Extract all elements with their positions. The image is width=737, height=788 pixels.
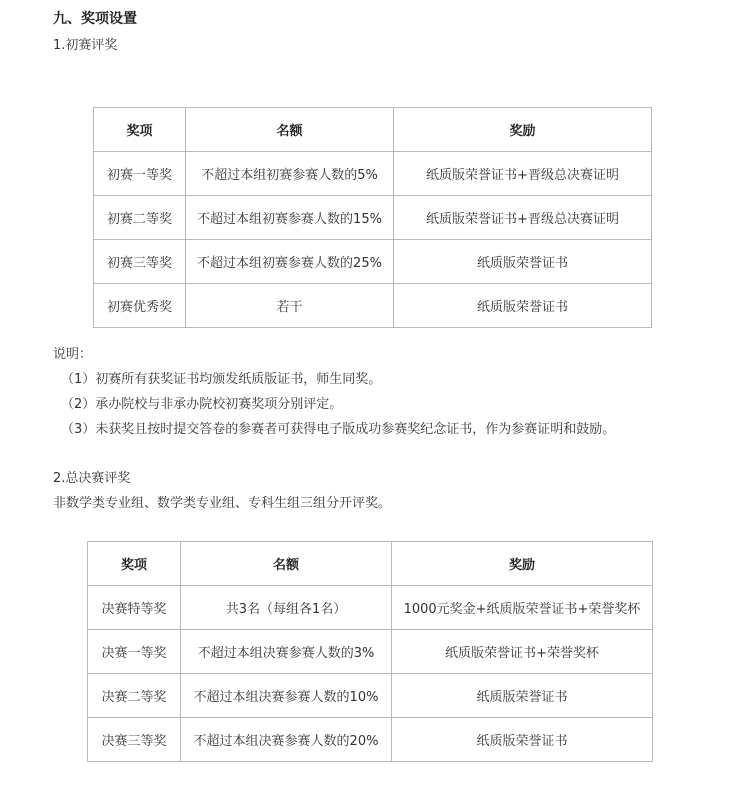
table-row bbox=[88, 718, 653, 762]
final-description: 非数学类专业组、数学类专业组、专科生组三组分开评奖。 bbox=[53, 496, 392, 511]
header-quota: 名额 bbox=[181, 542, 392, 586]
note-item: （3）未获奖且按时提交答卷的参赛者可获得电子版成功参赛奖纪念证书，作为参赛证明和鼓励。 bbox=[61, 422, 616, 437]
award-quota: 不超过本组初赛参赛人数的5% bbox=[186, 152, 394, 196]
award-name: 初赛二等奖 bbox=[94, 196, 186, 240]
table-row bbox=[94, 240, 652, 284]
award-quota: 不超过本组初赛参赛人数的15% bbox=[186, 196, 394, 240]
award-name: 决赛三等奖 bbox=[88, 718, 181, 762]
award-reward: 1000元奖金+纸质版荣誉证书+荣誉奖杯 bbox=[392, 586, 653, 630]
note-item: （2）承办院校与非承办院校初赛奖项分别评定。 bbox=[61, 397, 343, 412]
table-row bbox=[88, 630, 653, 674]
header-award: 奖项 bbox=[94, 108, 186, 152]
header-reward: 奖励 bbox=[392, 542, 653, 586]
award-quota: 不超过本组决赛参赛人数的3% bbox=[181, 630, 392, 674]
award-name: 初赛优秀奖 bbox=[94, 284, 186, 328]
table-header-row bbox=[94, 108, 652, 152]
header-reward: 奖励 bbox=[394, 108, 652, 152]
award-name: 决赛二等奖 bbox=[88, 674, 181, 718]
award-name: 决赛一等奖 bbox=[88, 630, 181, 674]
award-quota: 不超过本组初赛参赛人数的25% bbox=[186, 240, 394, 284]
table-row bbox=[88, 674, 653, 718]
prelim-subtitle: 1.初赛评奖 bbox=[53, 38, 118, 53]
award-quota: 共3名（每组各1名） bbox=[181, 586, 392, 630]
final-award-table bbox=[87, 541, 653, 762]
table-row bbox=[94, 284, 652, 328]
header-award: 奖项 bbox=[88, 542, 181, 586]
award-reward: 纸质版荣誉证书 bbox=[392, 718, 653, 762]
table-row bbox=[88, 586, 653, 630]
award-name: 初赛一等奖 bbox=[94, 152, 186, 196]
award-reward: 纸质版荣誉证书 bbox=[394, 240, 652, 284]
award-name: 初赛三等奖 bbox=[94, 240, 186, 284]
award-reward: 纸质版荣誉证书 bbox=[392, 674, 653, 718]
note-item: （1）初赛所有获奖证书均颁发纸质版证书，师生同奖。 bbox=[61, 372, 382, 387]
final-subtitle: 2.总决赛评奖 bbox=[53, 471, 131, 486]
table-row bbox=[94, 196, 652, 240]
notes-label: 说明： bbox=[53, 347, 93, 362]
award-reward: 纸质版荣誉证书+荣誉奖杯 bbox=[392, 630, 653, 674]
table-row bbox=[94, 152, 652, 196]
award-quota: 若干 bbox=[186, 284, 394, 328]
award-name: 决赛特等奖 bbox=[88, 586, 181, 630]
award-reward: 纸质版荣誉证书+晋级总决赛证明 bbox=[394, 152, 652, 196]
table-header-row bbox=[88, 542, 653, 586]
header-quota: 名额 bbox=[186, 108, 394, 152]
prelim-award-table bbox=[93, 107, 652, 328]
award-quota: 不超过本组决赛参赛人数的20% bbox=[181, 718, 392, 762]
award-reward: 纸质版荣誉证书+晋级总决赛证明 bbox=[394, 196, 652, 240]
section-title: 九、奖项设置 bbox=[53, 11, 137, 27]
award-quota: 不超过本组决赛参赛人数的10% bbox=[181, 674, 392, 718]
award-reward: 纸质版荣誉证书 bbox=[394, 284, 652, 328]
